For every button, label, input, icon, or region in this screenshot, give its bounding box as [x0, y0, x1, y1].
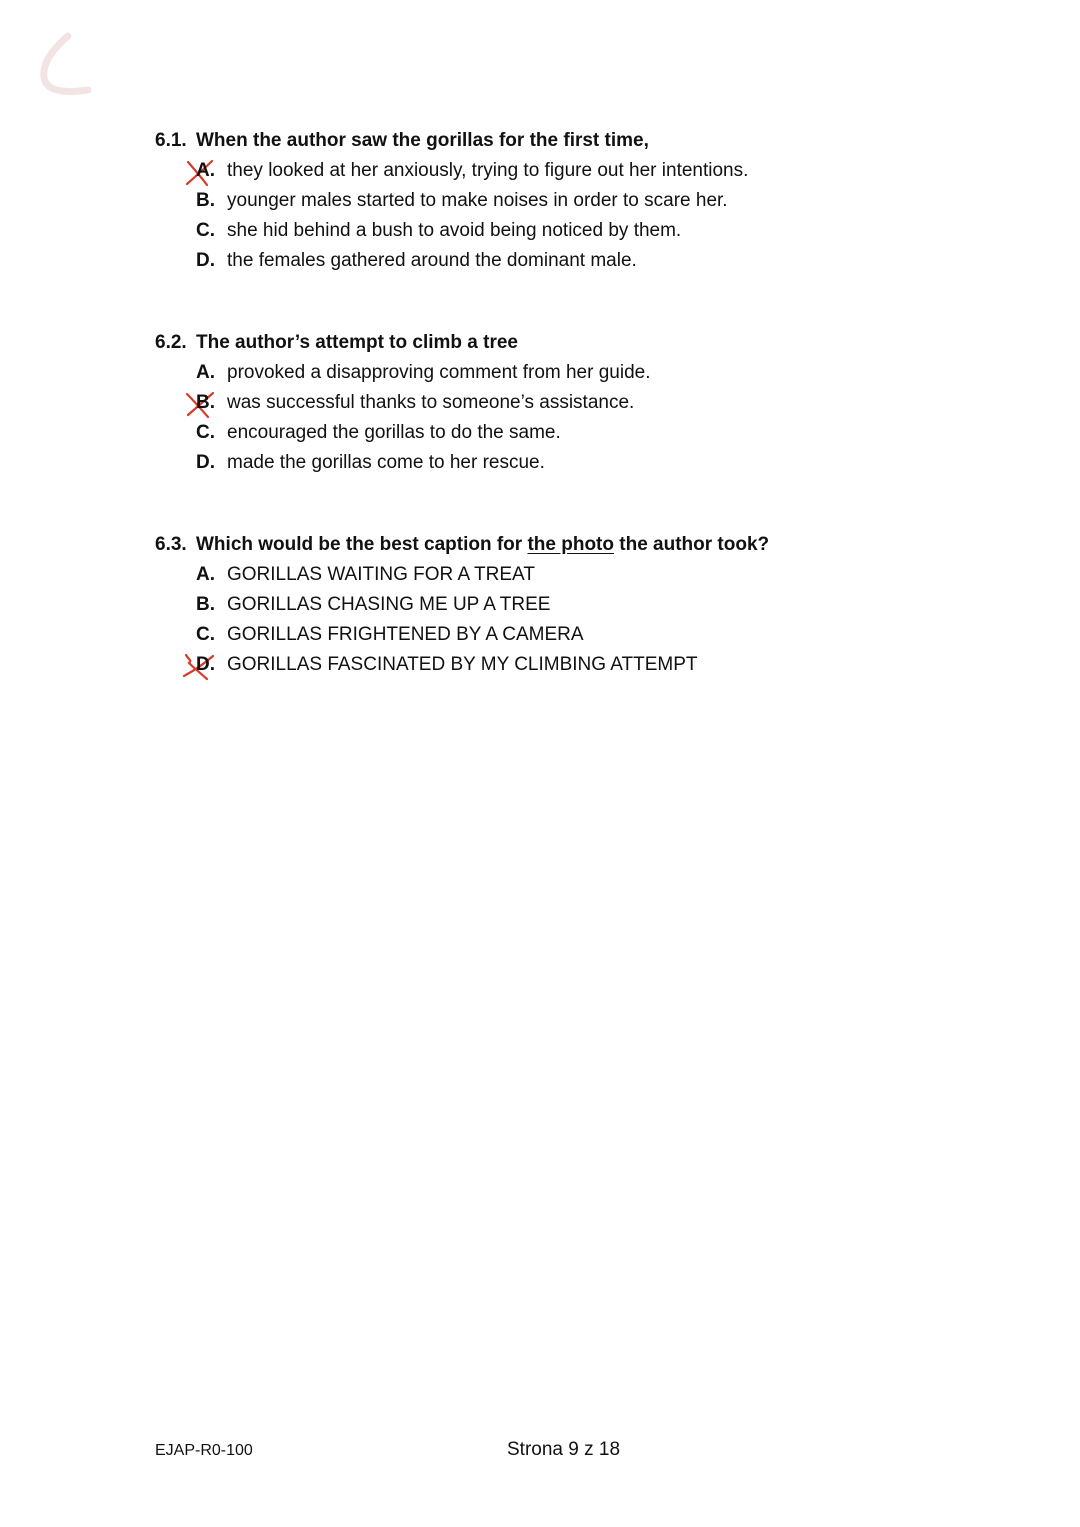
option-letter: D.	[196, 250, 215, 271]
question-number: 6.3.	[155, 534, 187, 555]
option-text: GORILLAS FASCINATED BY MY CLIMBING ATTEMPT	[227, 654, 698, 675]
option-letter: D.	[196, 452, 215, 473]
question-6-1	[155, 126, 955, 276]
answer-option-c[interactable]	[155, 620, 955, 650]
answer-option-c[interactable]	[155, 216, 955, 246]
option-text: younger males started to make noises in order to scare her.	[227, 190, 728, 211]
answer-option-a[interactable]	[155, 156, 955, 186]
answer-option-a[interactable]	[155, 560, 955, 590]
option-letter: A.	[196, 362, 215, 383]
exam-code: EJAP-R0-100	[155, 1442, 253, 1459]
option-text: GORILLAS WAITING FOR A TREAT	[227, 564, 535, 585]
question-number: 6.2.	[155, 332, 187, 353]
page-number: Strona 9 z 18	[507, 1439, 621, 1460]
answer-option-d[interactable]	[155, 448, 955, 478]
question-stem: When the author saw the gorillas for the first time,	[196, 130, 649, 151]
answer-option-c[interactable]	[155, 418, 955, 448]
option-text: they looked at her anxiously, trying to figure out her intentions.	[227, 160, 749, 181]
question-title	[155, 328, 955, 358]
answer-option-b[interactable]	[155, 186, 955, 216]
option-text: encouraged the gorillas to do the same.	[227, 422, 561, 443]
option-letter: B.	[196, 190, 215, 211]
option-letter: B.	[196, 594, 215, 615]
option-letter: C.	[196, 624, 215, 645]
option-text: GORILLAS FRIGHTENED BY A CAMERA	[227, 624, 584, 645]
option-letter: C.	[196, 220, 215, 241]
option-text: GORILLAS CHASING ME UP A TREE	[227, 594, 551, 615]
option-text: made the gorillas come to her rescue.	[227, 452, 545, 473]
question-title	[155, 126, 955, 156]
option-text: was successful thanks to someone’s assistance.	[227, 392, 635, 413]
answer-option-b[interactable]	[155, 388, 955, 418]
question-number: 6.1.	[155, 130, 187, 151]
option-letter: D.	[196, 654, 215, 675]
answer-option-a[interactable]	[155, 358, 955, 388]
option-text: she hid behind a bush to avoid being noticed by them.	[227, 220, 682, 241]
option-text: the females gathered around the dominant male.	[227, 250, 637, 271]
option-letter: A.	[196, 160, 215, 181]
corner-mark-icon	[28, 30, 106, 102]
answer-option-d[interactable]	[155, 246, 955, 276]
question-6-2	[155, 328, 955, 478]
question-stem-end: the author took?	[619, 534, 770, 555]
question-6-3	[155, 530, 955, 680]
option-text: provoked a disapproving comment from her guide.	[227, 362, 651, 383]
question-stem-underlined: the photo	[527, 534, 614, 555]
answer-option-b[interactable]	[155, 590, 955, 620]
option-letter: A.	[196, 564, 215, 585]
option-letter: C.	[196, 422, 215, 443]
question-title	[155, 530, 955, 560]
question-stem-start: Which would be the best caption for	[196, 534, 523, 555]
answer-option-d[interactable]	[155, 650, 955, 680]
option-letter: B.	[196, 392, 215, 413]
question-stem: The author’s attempt to climb a tree	[196, 332, 518, 353]
